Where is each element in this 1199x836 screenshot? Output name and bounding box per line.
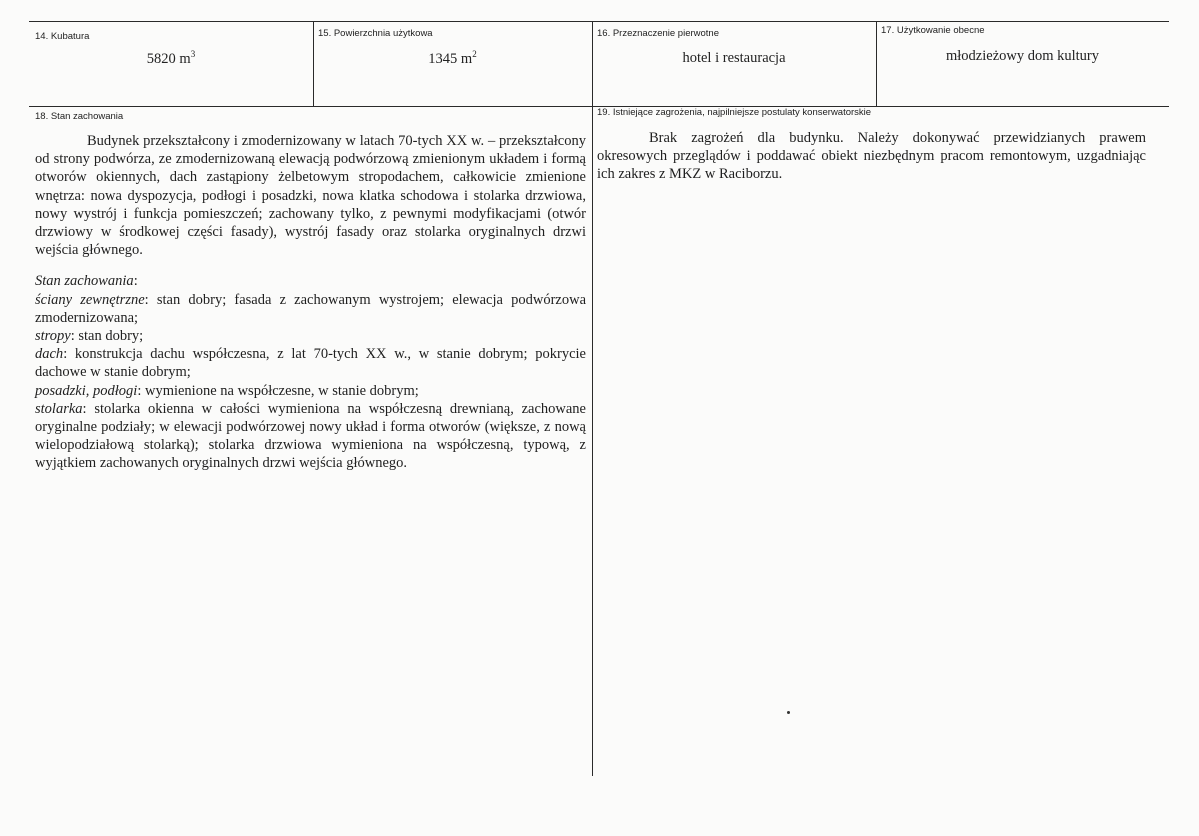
- condition-text: : wymienione na współczesne, w stanie dobrym;: [137, 382, 419, 399]
- field-14-value: [29, 50, 313, 68]
- section-19-body: [597, 129, 1146, 184]
- field-17-value: młodzieżowy dom kultury: [945, 48, 1100, 64]
- field-15-number: 1345 m: [428, 51, 473, 67]
- section-18-body: [35, 132, 586, 473]
- condition-item: [35, 382, 586, 400]
- condition-term: ściany zewnętrzne: [35, 291, 145, 308]
- condition-term: stropy: [35, 328, 71, 345]
- field-15-value: [313, 50, 592, 68]
- field-17-label: 17. Użytkowanie obecne: [881, 25, 985, 36]
- condition-heading: Stan zachowania:: [35, 273, 138, 290]
- section-19-label: 19. Istniejące zagrożenia, najpilniejsze postulaty konserwatorskie: [597, 107, 872, 118]
- top-border: [29, 21, 1169, 22]
- condition-text: : stolarka okienna w całości wymieniona na współczesną drewnianą, zachowane oryginalne podziały; w elewacji podwórzowej nowy układ i forma otworów (większe, z nową wielopodziałową stolarką); stolarka drzwiowa wymieniona na współczesną, typową, z wyjątkiem zachowanych oryginalnych drzwi wejścia głównego.: [35, 400, 586, 472]
- condition-heading-text: Stan zachowania: [35, 273, 134, 290]
- condition-text: : stan dobry; fasada z zachowanym wystrojem; elewacja podwórzowa zmodernizowana;: [35, 291, 587, 326]
- condition-item: [35, 327, 586, 345]
- section-18-intro: Budynek przekształcony i zmodernizowany w latach 70-tych XX w. – przekształcony od strony podwórza, ze zmodernizowaną elewacją podwórzową zmienionym układem i formą otworów okiennych, dach zastąpiony żelbetowym stropodachem, całkowicie zmienione wnętrza: nowa dyspozycja, podłogi i posadzki, nowa klatka schodowa i stolarka drzwiowa, nowy wystrój i funkcja pomieszczeń; zachowany tylko, z pewnymi modyfikacjami (otwór drzwiowy w środkowej części fasady), wystrój fasady oraz stolarka oryginalnych drzwi wejścia głównego.: [35, 133, 586, 259]
- col-divider-main: [592, 22, 593, 776]
- condition-term: stolarka: [35, 400, 83, 417]
- section-19-text: Brak zagrożeń dla budynku. Należy dokonywać przewidzianych prawem okresowych przeglądów i poddawać obiekt niezbędnym pracom remontowym, uzgadniając ich zakres z MKZ w Raciborzu.: [597, 130, 1146, 183]
- field-14-exponent: 3: [190, 49, 196, 60]
- condition-text: : konstrukcja dachu współczesna, z lat 70-tych XX w., w stanie dobrym; pokrycie dachowe w stanie dobrym;: [35, 346, 586, 381]
- field-16-label: 16. Przeznaczenie pierwotne: [597, 28, 719, 39]
- section-18-label: 18. Stan zachowania: [35, 111, 124, 122]
- field-15-label: 15. Powierzchnia użytkowa: [318, 28, 433, 39]
- scan-speck: [787, 711, 790, 714]
- condition-term: posadzki, podłogi: [35, 382, 138, 399]
- field-16-value: hotel i restauracja: [682, 50, 786, 66]
- field-14-label: 14. Kubatura: [35, 31, 90, 42]
- field-14-number: 5820 m: [146, 51, 191, 67]
- condition-text: : stan dobry;: [70, 328, 144, 345]
- condition-item: [35, 291, 586, 327]
- condition-item: [35, 345, 586, 381]
- field-15-exponent: 2: [472, 49, 477, 60]
- condition-term: dach: [35, 346, 64, 363]
- condition-item: [35, 400, 586, 473]
